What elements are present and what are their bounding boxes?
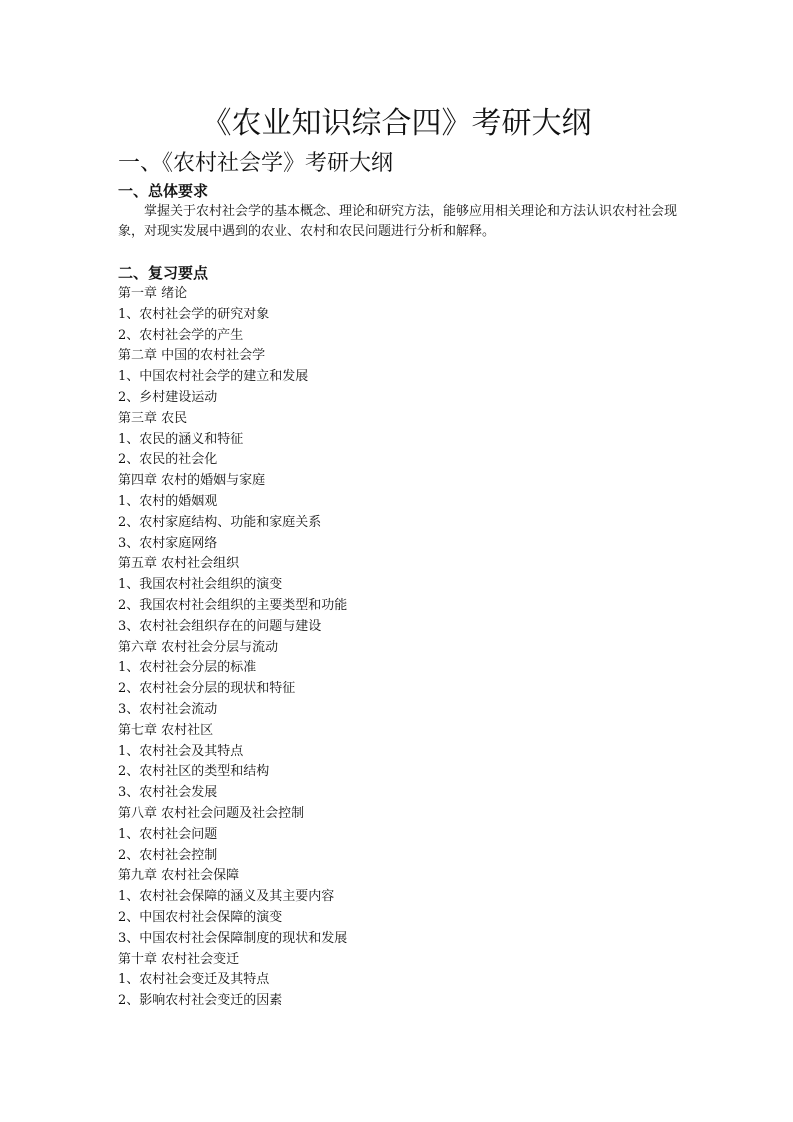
list-item: 2、乡村建设运动 — [118, 389, 218, 405]
chapter-heading: 第四章 农村的婚姻与家庭 — [118, 473, 266, 489]
chapter-heading: 第九章 农村社会保障 — [118, 868, 240, 884]
list-item: 1、农村社会问题 — [118, 826, 218, 842]
chapter-heading: 第一章 绪论 — [118, 286, 188, 301]
section-heading: 一、《农村社会学》考研大纲 — [118, 151, 394, 176]
general-requirements-heading: 一、总体要求 — [118, 182, 209, 200]
list-item: 1、我国农村社会组织的演变 — [118, 577, 283, 593]
list-item: 1、农村社会变迁及其特点 — [118, 972, 270, 988]
list-item: 3、农村家庭网络 — [118, 535, 218, 551]
list-item: 2、农民的社会化 — [118, 452, 218, 468]
general-requirements-text: 掌握关于农村社会学的基本概念、理论和研究方法，能够应用相关理论和方法认识农村社会现象，对现实发展中遇到的农业、农村和农民问题进行分析和解释。 — [118, 204, 678, 239]
chapter-heading: 第二章 中国的农村社会学 — [118, 348, 266, 364]
list-item: 2、我国农村社会组织的主要类型和功能 — [118, 597, 348, 613]
list-item: 1、农村社会分层的标准 — [118, 660, 257, 676]
list-item: 1、农村社会及其特点 — [118, 743, 244, 759]
list-item: 3、农村社会发展 — [118, 785, 218, 801]
list-item: 1、农村社会学的研究对象 — [118, 306, 270, 322]
list-item: 1、农村的婚姻观 — [118, 493, 218, 509]
list-item: 1、中国农村社会学的建立和发展 — [118, 369, 309, 385]
list-item: 2、中国农村社会保障的演变 — [118, 909, 283, 925]
chapter-heading: 第六章 农村社会分层与流动 — [118, 639, 279, 655]
list-item: 2、农村家庭结构、功能和家庭关系 — [118, 514, 322, 530]
review-points-heading: 二、复习要点 — [118, 264, 209, 282]
chapter-heading: 第七章 农村社区 — [118, 722, 214, 738]
list-item: 3、中国农村社会保障制度的现状和发展 — [118, 930, 348, 946]
document-title: 《农业知识综合四》考研大纲 — [201, 106, 592, 141]
list-item: 1、农村社会保障的涵义及其主要内容 — [118, 889, 335, 905]
chapter-heading: 第五章 农村社会组织 — [118, 556, 240, 572]
chapter-heading: 第三章 农民 — [118, 410, 188, 426]
list-item: 3、农村社会流动 — [118, 701, 218, 717]
review-points-list — [118, 284, 347, 1012]
list-item: 2、农村社区的类型和结构 — [118, 764, 270, 780]
list-item: 2、影响农村社会变迁的因素 — [118, 993, 283, 1009]
chapter-heading: 第八章 农村社会问题及社会控制 — [118, 805, 305, 821]
list-item: 2、农村社会控制 — [118, 847, 218, 863]
list-item: 2、农村社会学的产生 — [118, 327, 244, 343]
list-item: 2、农村社会分层的现状和特征 — [118, 681, 296, 697]
chapter-heading: 第十章 农村社会变迁 — [118, 951, 240, 967]
list-item: 1、农民的涵义和特征 — [118, 431, 244, 447]
list-item: 3、农村社会组织存在的问题与建设 — [118, 618, 322, 634]
